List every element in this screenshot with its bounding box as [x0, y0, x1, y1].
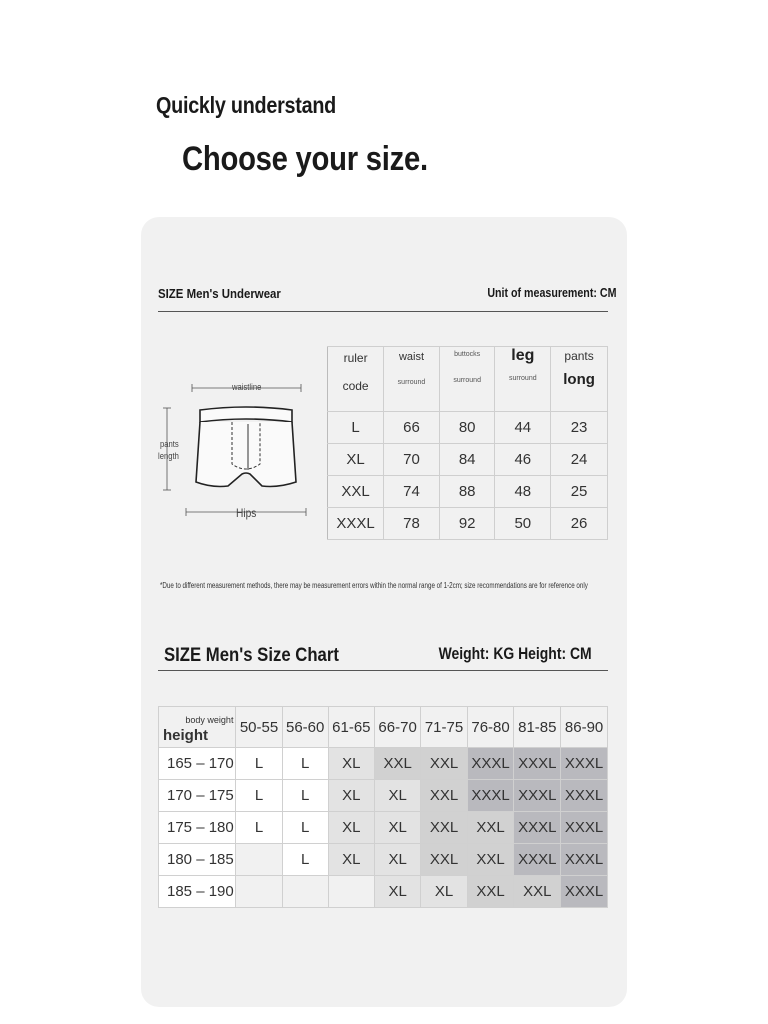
table-cell: 92 — [439, 508, 495, 540]
size-cell: XL — [374, 812, 420, 844]
weight-header: 71-75 — [421, 707, 467, 748]
underwear-title: SIZE Men's Underwear — [158, 286, 281, 301]
table-row — [328, 508, 608, 540]
height-range: 185 – 190 — [159, 876, 236, 908]
size-cell: L — [236, 780, 282, 812]
size-cell: XXL — [467, 844, 514, 876]
table-cell: 70 — [384, 444, 440, 476]
length-label: length — [158, 451, 179, 461]
height-range: 180 – 185 — [159, 844, 236, 876]
weight-header: 56-60 — [282, 707, 328, 748]
size-cell: L — [282, 748, 328, 780]
col-waist: waist surround — [384, 347, 440, 412]
table-row — [159, 844, 608, 876]
table-cell: XXXL — [328, 508, 384, 540]
size-cell: XL — [421, 876, 467, 908]
size-cell: XXXL — [561, 844, 608, 876]
height-range: 165 – 170 — [159, 748, 236, 780]
table-cell: 23 — [551, 412, 608, 444]
size-cell — [282, 876, 328, 908]
col-pants-long: pants long — [551, 347, 608, 412]
table-cell: 80 — [439, 412, 495, 444]
table-cell: 46 — [495, 444, 551, 476]
size-cell: XL — [374, 780, 420, 812]
underwear-unit: Unit of measurement: CM — [486, 285, 616, 300]
size-cell: XXXL — [561, 780, 608, 812]
weight-header: 66-70 — [374, 707, 420, 748]
size-cell — [236, 844, 282, 876]
col-leg: leg surround — [495, 347, 551, 412]
height-label: height — [163, 727, 208, 744]
col-ruler-code: ruler code — [328, 347, 384, 412]
size-cell: L — [236, 748, 282, 780]
pants-label: pants — [160, 439, 179, 449]
weight-header: 76-80 — [467, 707, 514, 748]
table-cell: XL — [328, 444, 384, 476]
heading-line2: Choose your size. — [182, 140, 428, 178]
table-cell: 44 — [495, 412, 551, 444]
height-range: 175 – 180 — [159, 812, 236, 844]
size-cell: XXXL — [514, 748, 561, 780]
size-cell: XXL — [421, 780, 467, 812]
size-cell: XXXL — [514, 780, 561, 812]
size-cell: XXXL — [514, 812, 561, 844]
table-cell: 24 — [551, 444, 608, 476]
size-cell: L — [282, 780, 328, 812]
underwear-diagram — [156, 378, 316, 528]
table-row — [328, 412, 608, 444]
size-chart-rule — [158, 670, 608, 671]
size-cell: XXL — [467, 812, 514, 844]
table-cell: XXL — [328, 476, 384, 508]
size-cell: XXL — [374, 748, 420, 780]
table-cell: L — [328, 412, 384, 444]
size-cell: XXXL — [561, 748, 608, 780]
hips-label: Hips — [236, 506, 257, 520]
col-buttocks: buttocks surround — [439, 347, 495, 412]
heading-line1: Quickly understand — [156, 92, 337, 118]
underwear-rule — [158, 311, 608, 312]
table-cell: 74 — [384, 476, 440, 508]
size-cell: XL — [374, 876, 420, 908]
table-cell: 26 — [551, 508, 608, 540]
size-chart-title: SIZE Men's Size Chart — [164, 645, 339, 666]
size-chart-table — [158, 706, 608, 908]
size-cell — [328, 876, 374, 908]
underwear-table — [327, 346, 608, 540]
weight-header: 86-90 — [561, 707, 608, 748]
size-cell: XXL — [467, 876, 514, 908]
size-cell: XXL — [421, 748, 467, 780]
table-row — [159, 748, 608, 780]
size-cell: XXXL — [467, 780, 514, 812]
size-cell: L — [282, 812, 328, 844]
size-cell — [236, 876, 282, 908]
table-cell: 50 — [495, 508, 551, 540]
waist-label: waistline — [232, 382, 262, 392]
size-cell: XXXL — [467, 748, 514, 780]
table-cell: 88 — [439, 476, 495, 508]
weight-header: 50-55 — [236, 707, 282, 748]
table-cell: 48 — [495, 476, 551, 508]
size-cell: XL — [328, 748, 374, 780]
measurement-note: *Due to different measurement methods, there may be measurement errors within the normal range of 1-2cm; size recommendations are for reference only — [160, 581, 588, 590]
size-cell: XXXL — [561, 876, 608, 908]
table-cell: 66 — [384, 412, 440, 444]
table-row — [328, 476, 608, 508]
height-range: 170 – 175 — [159, 780, 236, 812]
size-cell: XXXL — [561, 812, 608, 844]
table-row — [159, 876, 608, 908]
table-row — [328, 444, 608, 476]
size-cell: XXL — [421, 844, 467, 876]
size-cell: XXL — [421, 812, 467, 844]
table-cell: 25 — [551, 476, 608, 508]
size-cell: XXL — [514, 876, 561, 908]
size-cell: L — [236, 812, 282, 844]
table-row — [159, 812, 608, 844]
table-cell: 78 — [384, 508, 440, 540]
size-cell: XL — [328, 844, 374, 876]
size-chart-unit: Weight: KG Height: CM — [438, 644, 592, 663]
size-cell: XXXL — [514, 844, 561, 876]
size-cell: L — [282, 844, 328, 876]
size-cell: XL — [328, 812, 374, 844]
size-cell: XL — [374, 844, 420, 876]
body-weight-label: body weight — [185, 715, 234, 725]
weight-header: 61-65 — [328, 707, 374, 748]
corner-cell — [159, 707, 236, 748]
table-row — [159, 780, 608, 812]
size-cell: XL — [328, 780, 374, 812]
table-cell: 84 — [439, 444, 495, 476]
weight-header: 81-85 — [514, 707, 561, 748]
